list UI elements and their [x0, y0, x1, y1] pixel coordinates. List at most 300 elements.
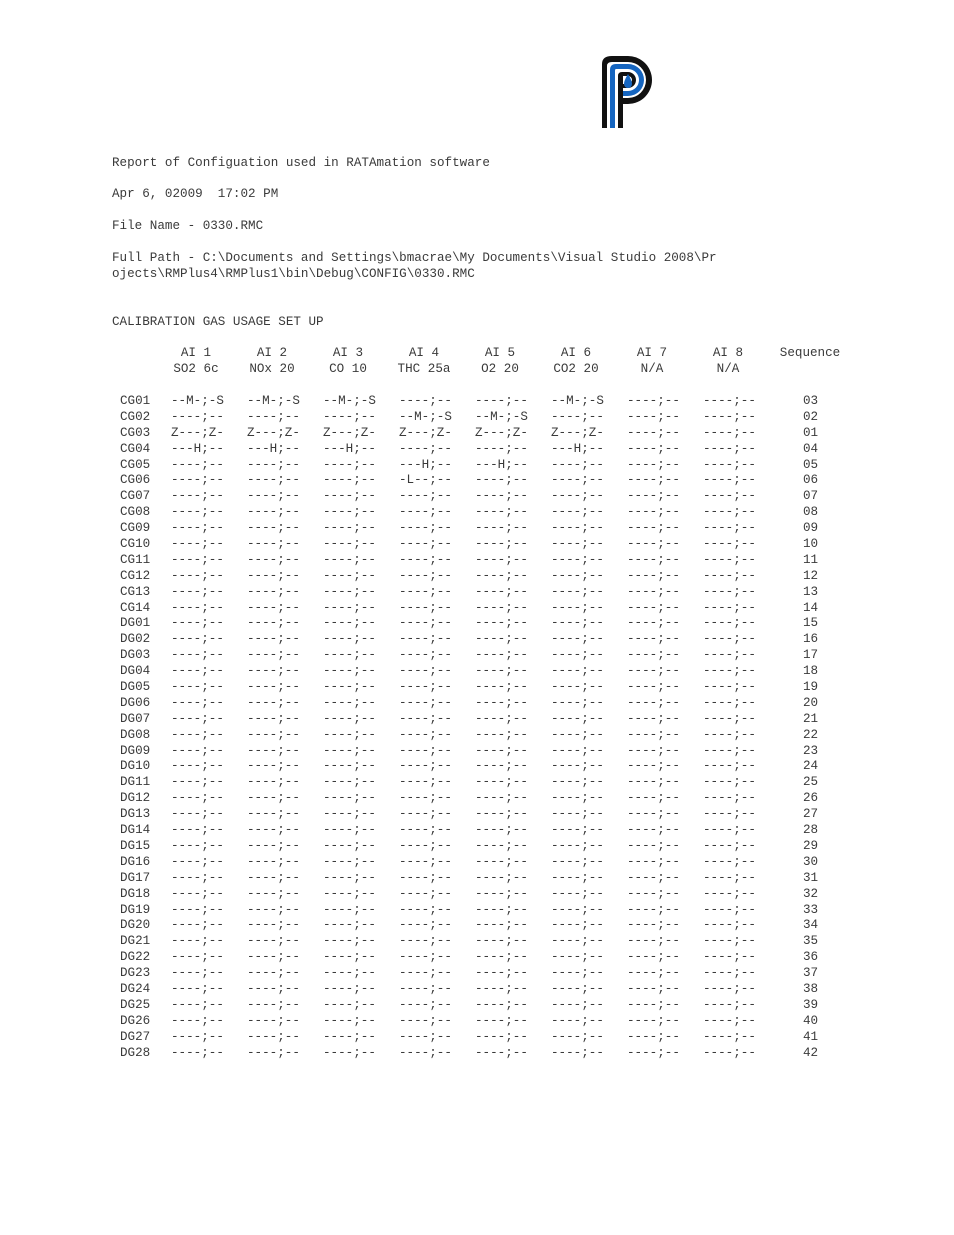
- gas-usage-cell: ----;--: [703, 1045, 756, 1060]
- gas-usage-cell: ----;--: [247, 934, 300, 949]
- gas-usage-cell: ----;--: [399, 775, 452, 790]
- report-title: Report of Configuation used in RATAmation software: [112, 156, 490, 170]
- gas-usage-cell: ----;--: [627, 807, 680, 822]
- gas-usage-cell: ----;--: [247, 473, 300, 488]
- table-row: [0, 965, 954, 981]
- full-path-line-1: Full Path - C:\Documents and Settings\bmacrae\My Documents\Visual Studio 2008\Pr: [112, 251, 717, 265]
- gas-usage-cell: ----;--: [323, 823, 376, 838]
- gas-usage-cell: ----;--: [475, 505, 528, 520]
- gas-usage-cell: ----;--: [551, 775, 604, 790]
- gas-usage-cell: ----;--: [703, 902, 756, 917]
- gas-usage-cell: ----;--: [703, 727, 756, 742]
- gas-usage-cell: ----;--: [703, 981, 756, 996]
- gas-usage-cell: ----;--: [171, 711, 224, 726]
- table-row: [0, 758, 954, 774]
- gas-usage-cell: ----;--: [247, 521, 300, 536]
- gas-usage-cell: ----;--: [627, 791, 680, 806]
- gas-usage-cell: ----;--: [703, 870, 756, 885]
- gas-usage-cell: ----;--: [399, 680, 452, 695]
- gas-usage-cell: Z---;Z-: [247, 425, 300, 440]
- table-row: [0, 854, 954, 870]
- gas-usage-cell: ----;--: [171, 1029, 224, 1044]
- gas-usage-cell: ----;--: [247, 950, 300, 965]
- gas-usage-cell: ----;--: [323, 1029, 376, 1044]
- gas-usage-cell: ----;--: [399, 966, 452, 981]
- gas-usage-cell: ----;--: [323, 632, 376, 647]
- row-label: DG10: [120, 759, 151, 774]
- gas-usage-cell: ----;--: [475, 1029, 528, 1044]
- gas-usage-cell: Z---;Z-: [475, 425, 528, 440]
- gas-usage-cell: Z---;Z-: [171, 425, 224, 440]
- gas-usage-cell: ----;--: [171, 997, 224, 1012]
- row-label: DG20: [120, 918, 151, 933]
- table-row: [0, 631, 954, 647]
- gas-usage-cell: ----;--: [475, 838, 528, 853]
- row-label: DG24: [120, 981, 151, 996]
- sequence-cell: 38: [803, 981, 819, 996]
- gas-usage-cell: ----;--: [171, 600, 224, 615]
- gas-usage-cell: ----;--: [627, 648, 680, 663]
- gas-usage-cell: ----;--: [703, 425, 756, 440]
- gas-usage-cell: --M-;-S: [551, 394, 604, 408]
- sequence-cell: 30: [803, 854, 819, 869]
- gas-usage-cell: ----;--: [703, 680, 756, 695]
- gas-usage-cell: ----;--: [323, 886, 376, 901]
- gas-usage-cell: ----;--: [551, 870, 604, 885]
- gas-usage-cell: ----;--: [627, 823, 680, 838]
- table-row: [0, 488, 954, 504]
- column-header-gas: NOx 20: [249, 362, 295, 376]
- gas-usage-cell: ----;--: [551, 966, 604, 981]
- gas-usage-cell: ----;--: [703, 823, 756, 838]
- gas-usage-cell: ----;--: [551, 823, 604, 838]
- gas-usage-cell: ----;--: [475, 584, 528, 599]
- gas-usage-cell: ---H;--: [399, 457, 452, 472]
- company-logo: [598, 54, 656, 130]
- sequence-cell: 32: [803, 886, 819, 901]
- gas-usage-cell: ----;--: [627, 775, 680, 790]
- file-name: File Name - 0330.RMC: [112, 219, 264, 233]
- gas-usage-cell: ----;--: [399, 600, 452, 615]
- row-label: CG05: [120, 457, 151, 472]
- gas-usage-cell: ----;--: [703, 632, 756, 647]
- gas-usage-cell: ----;--: [323, 966, 376, 981]
- gas-usage-cell: ----;--: [703, 584, 756, 599]
- gas-usage-cell: ----;--: [323, 409, 376, 424]
- column-header-gas: CO 10: [329, 362, 367, 376]
- gas-usage-cell: --M-;-S: [247, 394, 300, 408]
- gas-usage-cell: ----;--: [475, 489, 528, 504]
- gas-usage-cell: ----;--: [171, 934, 224, 949]
- row-label: CG04: [120, 441, 151, 456]
- gas-usage-cell: ----;--: [475, 997, 528, 1012]
- gas-usage-cell: ----;--: [551, 950, 604, 965]
- gas-usage-cell: ----;--: [399, 568, 452, 583]
- gas-usage-cell: ----;--: [475, 886, 528, 901]
- column-header-name: AI 7: [636, 346, 668, 360]
- gas-usage-cell: ----;--: [247, 807, 300, 822]
- gas-usage-cell: ----;--: [323, 505, 376, 520]
- sequence-cell: 03: [803, 394, 819, 408]
- gas-usage-cell: ----;--: [171, 616, 224, 631]
- gas-usage-cell: ----;--: [475, 600, 528, 615]
- gas-usage-cell: ----;--: [475, 552, 528, 567]
- gas-usage-cell: ----;--: [399, 902, 452, 917]
- gas-usage-cell: ----;--: [323, 902, 376, 917]
- gas-usage-cell: ----;--: [703, 600, 756, 615]
- table-row: [0, 774, 954, 790]
- gas-usage-cell: ----;--: [171, 664, 224, 679]
- gas-usage-cell: ----;--: [627, 457, 680, 472]
- gas-usage-cell: ----;--: [703, 950, 756, 965]
- column-header-gas: N/A: [716, 362, 740, 376]
- sequence-cell: 20: [803, 695, 819, 710]
- gas-usage-cell: --M-;-S: [475, 409, 528, 424]
- row-label: DG28: [120, 1045, 151, 1060]
- gas-usage-cell: ----;--: [551, 997, 604, 1012]
- gas-usage-cell: ---H;--: [247, 441, 300, 456]
- gas-usage-cell: ----;--: [551, 680, 604, 695]
- gas-usage-cell: ----;--: [323, 473, 376, 488]
- gas-usage-cell: ----;--: [323, 521, 376, 536]
- sequence-cell: 08: [803, 505, 819, 520]
- gas-usage-cell: ----;--: [247, 838, 300, 853]
- gas-usage-cell: ----;--: [323, 854, 376, 869]
- column-header-name: AI 8: [712, 346, 744, 360]
- gas-usage-cell: ----;--: [399, 870, 452, 885]
- gas-usage-cell: ----;--: [323, 1045, 376, 1060]
- gas-usage-cell: ----;--: [551, 743, 604, 758]
- gas-usage-cell: ----;--: [703, 473, 756, 488]
- gas-usage-cell: ----;--: [171, 886, 224, 901]
- row-label: DG16: [120, 854, 151, 869]
- table-row: [0, 917, 954, 933]
- gas-usage-cell: ----;--: [171, 807, 224, 822]
- gas-usage-cell: ----;--: [323, 489, 376, 504]
- gas-usage-cell: ----;--: [247, 759, 300, 774]
- table-row: [0, 711, 954, 727]
- sequence-cell: 29: [803, 838, 819, 853]
- gas-usage-cell: ----;--: [551, 807, 604, 822]
- gas-usage-cell: ----;--: [627, 537, 680, 552]
- sequence-cell: 09: [803, 521, 819, 536]
- gas-usage-cell: ----;--: [627, 664, 680, 679]
- gas-usage-cell: ----;--: [171, 473, 224, 488]
- sequence-cell: 21: [803, 711, 819, 726]
- gas-usage-cell: ----;--: [551, 1029, 604, 1044]
- gas-usage-cell: ----;--: [399, 1013, 452, 1028]
- gas-usage-cell: ----;--: [399, 743, 452, 758]
- gas-usage-cell: ----;--: [399, 664, 452, 679]
- gas-usage-cell: ----;--: [247, 1029, 300, 1044]
- gas-usage-cell: ----;--: [551, 648, 604, 663]
- sequence-cell: 02: [803, 409, 819, 424]
- gas-usage-cell: ----;--: [323, 552, 376, 567]
- gas-usage-cell: ----;--: [247, 695, 300, 710]
- table-row: [0, 504, 954, 520]
- gas-usage-cell: ----;--: [399, 711, 452, 726]
- gas-usage-cell: ----;--: [475, 727, 528, 742]
- row-label: CG10: [120, 537, 151, 552]
- row-label: DG09: [120, 743, 151, 758]
- gas-usage-cell: ----;--: [171, 791, 224, 806]
- table-row: [0, 425, 954, 441]
- column-header-name: AI 5: [484, 346, 516, 360]
- table-row: [0, 552, 954, 568]
- gas-usage-cell: ----;--: [475, 521, 528, 536]
- gas-usage-cell: ----;--: [171, 1013, 224, 1028]
- gas-usage-cell: ----;--: [247, 791, 300, 806]
- column-header-gas: SO2 6c: [173, 362, 219, 376]
- sequence-cell: 24: [803, 759, 819, 774]
- sequence-cell: 28: [803, 823, 819, 838]
- table-row: [0, 838, 954, 854]
- row-label: DG11: [120, 775, 151, 790]
- gas-usage-cell: ----;--: [323, 775, 376, 790]
- row-label: DG12: [120, 791, 151, 806]
- gas-usage-cell: ----;--: [171, 950, 224, 965]
- gas-usage-cell: ----;--: [247, 854, 300, 869]
- table-row: [0, 584, 954, 600]
- gas-usage-cell: ----;--: [475, 441, 528, 456]
- table-row: [0, 600, 954, 616]
- gas-usage-cell: ----;--: [627, 632, 680, 647]
- gas-usage-cell: ----;--: [171, 759, 224, 774]
- sequence-cell: 15: [803, 616, 819, 631]
- gas-usage-cell: ----;--: [703, 521, 756, 536]
- table-row: [0, 520, 954, 536]
- table-row: [0, 822, 954, 838]
- row-label: DG05: [120, 680, 151, 695]
- gas-usage-cell: ----;--: [475, 823, 528, 838]
- gas-usage-cell: ----;--: [703, 489, 756, 504]
- table-row: [0, 933, 954, 949]
- gas-usage-cell: ----;--: [247, 568, 300, 583]
- row-label: CG07: [120, 489, 151, 504]
- gas-usage-cell: ----;--: [475, 473, 528, 488]
- gas-usage-cell: ----;--: [399, 616, 452, 631]
- gas-usage-cell: ----;--: [627, 616, 680, 631]
- gas-usage-cell: ----;--: [627, 870, 680, 885]
- table-row: [0, 886, 954, 902]
- row-label: DG23: [120, 966, 151, 981]
- gas-usage-cell: ----;--: [475, 902, 528, 917]
- table-row: [0, 615, 954, 631]
- gas-usage-cell: ----;--: [399, 727, 452, 742]
- gas-usage-cell: ---H;--: [323, 441, 376, 456]
- gas-usage-cell: ----;--: [475, 632, 528, 647]
- gas-usage-cell: ----;--: [323, 870, 376, 885]
- sequence-cell: 27: [803, 807, 819, 822]
- gas-usage-cell: ----;--: [399, 823, 452, 838]
- gas-usage-cell: ----;--: [171, 775, 224, 790]
- gas-usage-cell: ----;--: [247, 775, 300, 790]
- gas-usage-cell: ----;--: [399, 521, 452, 536]
- row-label: DG08: [120, 727, 151, 742]
- gas-usage-cell: ----;--: [399, 552, 452, 567]
- gas-usage-cell: ----;--: [551, 409, 604, 424]
- column-header-gas: THC 25a: [397, 362, 451, 376]
- gas-usage-cell: ----;--: [703, 552, 756, 567]
- sequence-cell: 22: [803, 727, 819, 742]
- gas-usage-cell: ----;--: [247, 1045, 300, 1060]
- gas-usage-cell: ----;--: [627, 966, 680, 981]
- gas-usage-cell: ----;--: [551, 457, 604, 472]
- table-row: [0, 472, 954, 488]
- gas-usage-cell: ----;--: [475, 537, 528, 552]
- gas-usage-cell: ----;--: [247, 505, 300, 520]
- row-label: DG27: [120, 1029, 151, 1044]
- gas-usage-cell: ----;--: [247, 600, 300, 615]
- gas-usage-cell: ----;--: [551, 632, 604, 647]
- gas-usage-cell: ----;--: [323, 934, 376, 949]
- gas-usage-cell: ----;--: [475, 1045, 528, 1060]
- table-row: [0, 743, 954, 759]
- gas-usage-cell: ----;--: [247, 632, 300, 647]
- gas-usage-cell: ----;--: [171, 981, 224, 996]
- gas-usage-cell: ----;--: [703, 838, 756, 853]
- sequence-cell: 42: [803, 1045, 819, 1060]
- gas-usage-cell: ----;--: [703, 409, 756, 424]
- full-path-line-2: ojects\RMPlus4\RMPlus1\bin\Debug\CONFIG\0330.RMC: [112, 267, 475, 281]
- gas-usage-cell: ----;--: [627, 950, 680, 965]
- gas-usage-cell: ----;--: [247, 727, 300, 742]
- gas-usage-cell: ----;--: [171, 457, 224, 472]
- gas-usage-cell: ----;--: [627, 505, 680, 520]
- gas-usage-cell: ----;--: [323, 791, 376, 806]
- table-row: [0, 409, 954, 425]
- gas-usage-cell: ----;--: [399, 759, 452, 774]
- gas-usage-cell: ----;--: [171, 409, 224, 424]
- sequence-cell: 14: [803, 600, 819, 615]
- gas-usage-cell: ----;--: [171, 648, 224, 663]
- row-label: DG13: [120, 807, 151, 822]
- gas-usage-cell: ----;--: [475, 680, 528, 695]
- gas-usage-cell: ----;--: [551, 854, 604, 869]
- gas-usage-cell: ----;--: [171, 632, 224, 647]
- gas-usage-cell: ----;--: [551, 521, 604, 536]
- row-label: DG22: [120, 950, 151, 965]
- gas-usage-cell: ----;--: [627, 425, 680, 440]
- table-row: [0, 870, 954, 886]
- gas-usage-cell: ----;--: [551, 902, 604, 917]
- gas-usage-cell: ----;--: [323, 950, 376, 965]
- gas-usage-cell: ----;--: [171, 966, 224, 981]
- table-row: [0, 536, 954, 552]
- row-label: DG03: [120, 648, 151, 663]
- gas-usage-cell: ----;--: [703, 394, 756, 408]
- gas-usage-cell: ----;--: [627, 680, 680, 695]
- row-label: DG15: [120, 838, 151, 853]
- row-label: DG07: [120, 711, 151, 726]
- table-row: [0, 1029, 954, 1045]
- gas-usage-cell: ----;--: [703, 1013, 756, 1028]
- gas-usage-cell: ----;--: [247, 870, 300, 885]
- row-label: CG01: [120, 394, 151, 408]
- row-label: CG11: [120, 552, 151, 567]
- gas-usage-cell: ----;--: [171, 823, 224, 838]
- gas-usage-cell: ----;--: [475, 568, 528, 583]
- gas-usage-cell: ----;--: [703, 1029, 756, 1044]
- sequence-cell: 07: [803, 489, 819, 504]
- gas-usage-cell: ----;--: [247, 680, 300, 695]
- row-label: CG09: [120, 521, 151, 536]
- sequence-cell: 34: [803, 918, 819, 933]
- gas-usage-cell: ----;--: [475, 791, 528, 806]
- row-label: CG06: [120, 473, 151, 488]
- column-header-name: AI 4: [408, 346, 440, 360]
- sequence-cell: 39: [803, 997, 819, 1012]
- gas-usage-cell: ----;--: [171, 902, 224, 917]
- sequence-cell: 05: [803, 457, 819, 472]
- gas-usage-cell: ----;--: [399, 632, 452, 647]
- gas-usage-cell: ----;--: [627, 489, 680, 504]
- gas-usage-cell: ----;--: [627, 473, 680, 488]
- gas-usage-cell: ----;--: [399, 394, 452, 408]
- gas-usage-cell: ----;--: [703, 854, 756, 869]
- gas-usage-cell: ----;--: [171, 568, 224, 583]
- table-row: [0, 393, 954, 409]
- gas-usage-cell: ----;--: [323, 759, 376, 774]
- gas-usage-cell: -L--;--: [399, 473, 452, 488]
- gas-usage-cell: ----;--: [399, 854, 452, 869]
- sequence-cell: 36: [803, 950, 819, 965]
- gas-usage-cell: ----;--: [551, 695, 604, 710]
- gas-usage-cell: ----;--: [627, 441, 680, 456]
- gas-usage-cell: ----;--: [247, 457, 300, 472]
- gas-usage-cell: ----;--: [399, 695, 452, 710]
- gas-usage-cell: ----;--: [171, 521, 224, 536]
- sequence-cell: 25: [803, 775, 819, 790]
- gas-usage-cell: ----;--: [247, 743, 300, 758]
- sequence-cell: 19: [803, 680, 819, 695]
- sequence-cell: 41: [803, 1029, 819, 1044]
- gas-usage-cell: ----;--: [551, 711, 604, 726]
- sequence-cell: 40: [803, 1013, 819, 1028]
- sequence-cell: 11: [803, 552, 819, 567]
- gas-usage-cell: ----;--: [551, 934, 604, 949]
- gas-usage-cell: ----;--: [323, 981, 376, 996]
- section-title: CALIBRATION GAS USAGE SET UP: [112, 315, 324, 329]
- sequence-cell: 33: [803, 902, 819, 917]
- gas-usage-cell: ----;--: [475, 966, 528, 981]
- table-row: [0, 981, 954, 997]
- gas-usage-cell: ----;--: [627, 727, 680, 742]
- gas-usage-cell: ----;--: [475, 695, 528, 710]
- gas-usage-cell: ----;--: [627, 759, 680, 774]
- sequence-cell: 17: [803, 648, 819, 663]
- gas-usage-cell: ----;--: [171, 537, 224, 552]
- gas-usage-cell: ----;--: [247, 886, 300, 901]
- gas-usage-cell: ----;--: [627, 854, 680, 869]
- gas-usage-cell: ----;--: [247, 552, 300, 567]
- gas-usage-cell: ----;--: [323, 711, 376, 726]
- gas-usage-cell: ----;--: [627, 838, 680, 853]
- gas-usage-cell: ----;--: [703, 997, 756, 1012]
- gas-usage-cell: ----;--: [323, 457, 376, 472]
- gas-usage-cell: ----;--: [399, 584, 452, 599]
- sequence-cell: 10: [803, 537, 819, 552]
- gas-usage-cell: ----;--: [703, 934, 756, 949]
- sequence-cell: 23: [803, 743, 819, 758]
- gas-usage-cell: ----;--: [551, 759, 604, 774]
- table-row: [0, 457, 954, 473]
- gas-usage-cell: ----;--: [703, 791, 756, 806]
- gas-usage-cell: ----;--: [703, 743, 756, 758]
- gas-usage-cell: ----;--: [171, 552, 224, 567]
- row-label: CG14: [120, 600, 151, 615]
- gas-usage-cell: ----;--: [551, 838, 604, 853]
